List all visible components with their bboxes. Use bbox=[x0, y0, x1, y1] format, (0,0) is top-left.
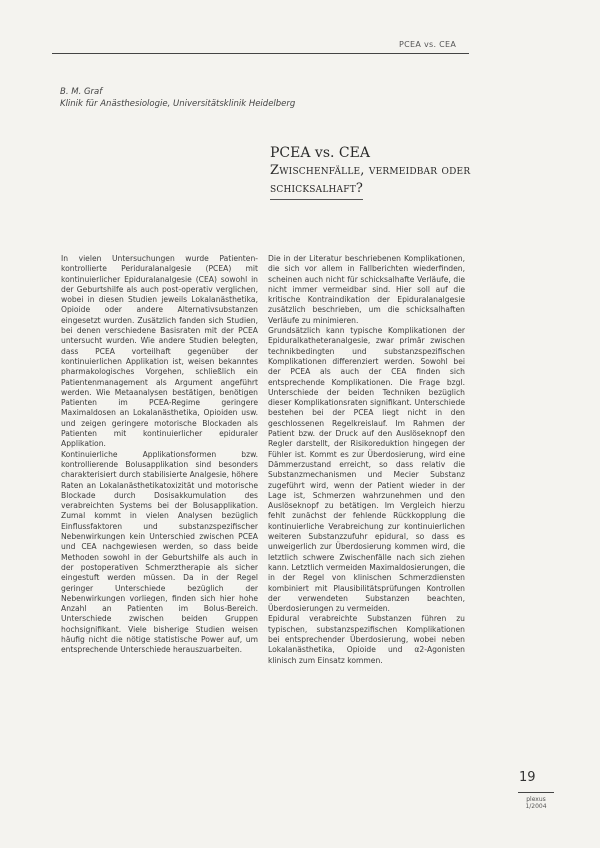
title-line-3: schicksalhaft? bbox=[270, 180, 363, 200]
journal-mark bbox=[518, 792, 554, 810]
page-number: 19 bbox=[519, 770, 536, 785]
body-paragraph: In vielen Untersuchungen wurde Patienten-kontrollierte Periduralanalgesie (PCEA) mit kontinuierlicher Epiduralanalgesie (CEA) sowohl in der Geburtshilfe als auch post-operativ verglichen, wobei in diesen Studien jeweils Lokalanästhetika, Opioide oder andere Alternativsubstanzen eingesetzt wurden. Zusätzlich fanden sich Studien, bei denen verschiedene Basisraten mit der PCEA untersucht wurden. Wie andere Studien belegten, dass PCEA vorteilhaft gegenüber der kontinuierlichen Applikation ist, weisen bekanntes pharmakologisches Vorgehen, schließlich ein Patientenmanagement als Argument angeführt werden. Wie Metaanalysen bestätigen, benötigen Patienten im PCEA-Regime geringere Maximaldosen an Lokalanästhetika, Opioiden usw. und zeigen geringere motorische Blockaden als Patienten mit kontinuierlicher epiduraler Applikation. bbox=[61, 254, 258, 449]
author-name: B. M. Graf bbox=[60, 87, 103, 97]
title-line-2: Zwischenfälle, vermeidbar oder bbox=[270, 163, 471, 178]
title-line-1: PCEA vs. CEA bbox=[270, 145, 370, 161]
author-affiliation: Klinik für Anästhesiologie, Universitätsklinik Heidelberg bbox=[60, 99, 296, 109]
body-column-right bbox=[268, 254, 465, 666]
journal-name: plexus bbox=[526, 796, 546, 803]
body-paragraph: Kontinuierliche Applikationsformen bzw. kontrollierende Bolusapplikation sind besonders charakterisiert durch stabilisierte Analgesie, höhere Raten an Lokalanästhetikatoxizität und motorische Blockade durch Dosisakkumulation des verabreichten Systems bei der Bolusapplikation. Zumal kommt in vielen Analysen bezüglich Einflussfaktoren und substanzspezifischer Nebenwirkungen kein Unterschied zwischen PCEA und CEA nachgewiesen werden, so dass beide Methoden sowohl in der Geburtshilfe als auch in der postoperativen Schmerztherapie als sicher eingestuft werden müssen. Da in der Regel geringer Unterschiede bezüglich der Nebenwirkungen vorliegen, finden sich hier hohe Anzahl an Patienten im Bolus-Bereich. Unterschiede zwischen beiden Gruppen hochsignifikant. Viele bisherige Studien weisen häufig nicht die nötige statistische Power auf, um entsprechende Unterschiede herauszuarbeiten. bbox=[61, 449, 258, 655]
body-paragraph: Epidural verabreichte Substanzen führen zu typischen, substanzspezifischen Komplikationen bei entsprechender Überdosierung, wobei neben Lokalanästhetika, Opioide und α2-Agonisten klinisch zum Einsatz kommen. bbox=[268, 614, 465, 665]
body-paragraph: Grundsätzlich kann typische Komplikationen der Epiduralkatheteranalgesie, zwar primär zwischen technikbedingten und substanzspezifischen Komplikationen differenziert werden. Sowohl bei der PCEA als auch der CEA finden sich entsprechende Komplikationen. Die Frage bzgl. Unterschiede der beiden Techniken bezüglich dieser Komplikationsraten signifikant. Unterschiede bestehen bei der PCEA liegt nicht in den geschlossenen Regelkreislauf. Im Rahmen der Patient bzw. der Druck auf den Auslöseknopf den Regler darstellt, der Risikoreduktion hingegen der Fühler ist. Kommt es zur Überdosierung, wird eine Dämmerzustand erreicht, so dass relativ die Substanzmechanismen und Mecier Substanz zugeführt wird, wenn der Patient wieder in der Lage ist, Schmerzen wahrzunehmen und den Auslöseknopf zu betätigen. Im Vergleich hierzu fehlt zunächst der fehlende Rückkopplung die kontinuierliche Verabreichung zur kontinuierlichen weiteren Substanzzufuhr epidural, so dass es unweigerlich zur Überdosierung kommen wird, die letztlich schwere Zwischenfälle nach sich ziehen kann. Letztlich vermeiden Maximaldosierungen, die in der Regel von klinischen Schmerzdiensten kombiniert mit Plausibilitätsprüfungen Kontrollen der verwendeten Substanzen beachten, Überdosierungen zu vermeiden. bbox=[268, 326, 465, 614]
header-rule bbox=[52, 53, 469, 54]
body-column-left bbox=[61, 254, 258, 656]
article-title bbox=[270, 144, 470, 200]
journal-issue: 1/2004 bbox=[525, 803, 547, 810]
body-paragraph: Die in der Literatur beschriebenen Komplikationen, die sich vor allem in Fallberichten wiederfinden, scheinen auch nicht für schicksalhafte Verläufe, die nicht immer vermeidbar sind. Hier soll auf die kritische Kontraindikation der Epiduralanalgesie zusätzlich beschrieben, um die schicksalhaften Verläufe zu minimieren. bbox=[268, 254, 465, 325]
running-head: PCEA vs. CEA bbox=[399, 40, 457, 49]
